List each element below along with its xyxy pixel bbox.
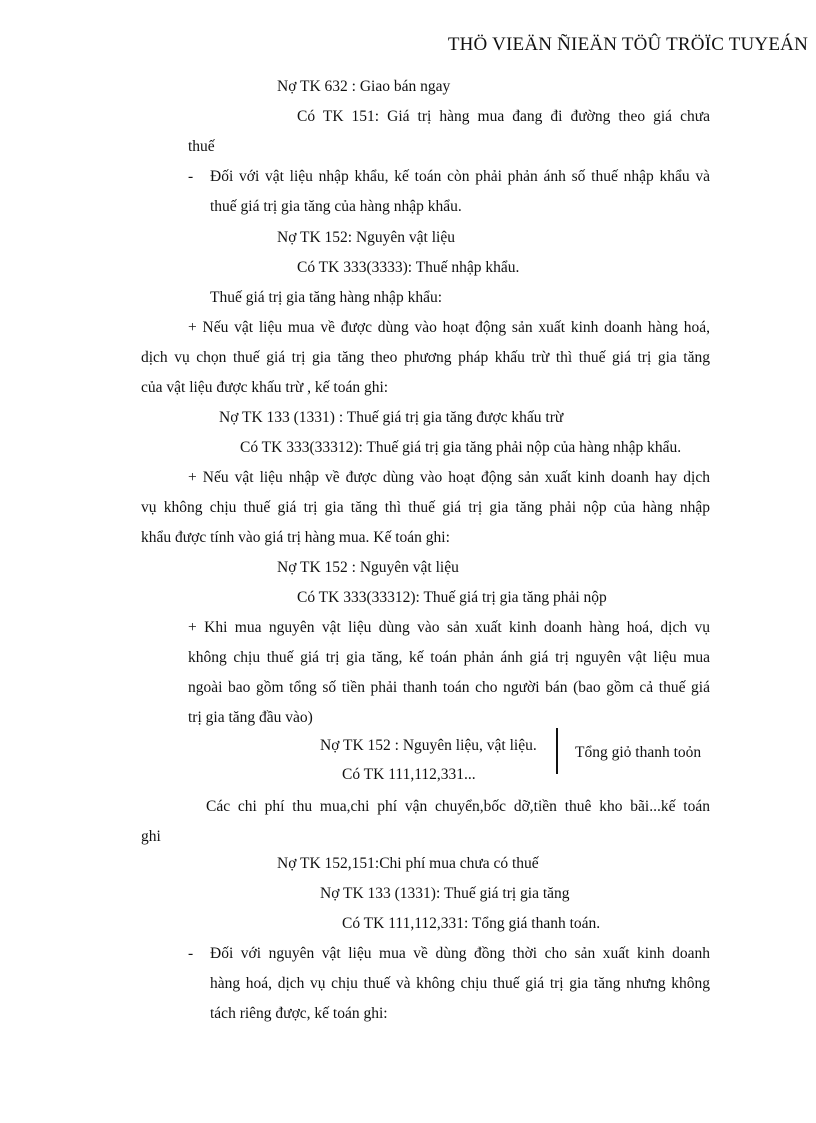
brace-note: Tổng giỏ thanh toỏn xyxy=(575,744,702,761)
entry-line: Có TK 333(33312): Thuế giá trị gia tăng phải nộp của hàng nhập khẩu. xyxy=(240,439,682,456)
paragraph-line: Các chi phí thu mua,chi phí vận chuyển,bốc dỡ,tiền thuê kho bãi...kế toán xyxy=(206,798,710,815)
entry-line: Nợ TK 632 : Giao bán ngay xyxy=(277,78,451,95)
entry-line: Có TK 111,112,331... xyxy=(342,766,476,783)
paragraph-line: khẩu được tính vào giá trị hàng mua. Kế toán ghi: xyxy=(141,529,450,546)
paragraph-line: thuế giá trị gia tăng của hàng nhập khẩu. xyxy=(210,198,462,215)
paragraph-line: Đối với nguyên vật liệu mua về dùng đồng thời cho sản xuất kinh doanh xyxy=(210,945,710,962)
paragraph-line: hàng hoá, dịch vụ chịu thuế và không chịu thuế giá trị gia tăng nhưng không xyxy=(210,975,710,992)
page-header: THÖ VIEÄN ÑIEÄN TÖÛ TRÖÏC TUYEÁN xyxy=(447,34,808,55)
entry-line: Có TK 333(3333): Thuế nhập khẩu. xyxy=(297,259,520,276)
paragraph-line: tách riêng được, kế toán ghi: xyxy=(210,1005,388,1022)
paragraph-line: dịch vụ chọn thuế giá trị gia tăng theo phương pháp khấu trừ thì thuế giá trị gia tăng xyxy=(141,349,710,366)
brace-divider xyxy=(556,728,558,774)
entry-line: Nợ TK 133 (1331) : Thuế giá trị gia tăng được khấu trừ xyxy=(219,409,564,426)
entry-line: Nợ TK 152 : Nguyên liệu, vật liệu. xyxy=(320,737,537,754)
entry-line: Có TK 333(33312): Thuế giá trị gia tăng phải nộp xyxy=(297,589,607,606)
entry-line: Nợ TK 152,151:Chi phí mua chưa có thuế xyxy=(277,855,539,872)
paragraph-line: vụ không chịu thuế giá trị gia tăng thì thuế giá trị gia tăng phải nộp của hàng nhập xyxy=(141,499,710,516)
text-line: thuế xyxy=(188,138,215,155)
paragraph-line: trị gia tăng đầu vào) xyxy=(188,709,313,726)
paragraph-line: ghi xyxy=(141,828,161,845)
paragraph-line: + Nếu vật liệu mua về được dùng vào hoạt động sản xuất kinh doanh hàng hoá, xyxy=(188,319,710,336)
paragraph-line: + Nếu vật liệu nhập về được dùng vào hoạt động sản xuất kinh doanh hay dịch xyxy=(188,469,710,486)
paragraph-line: không chịu thuế giá trị gia tăng, kế toán phản ánh giá trị nguyên vật liệu mua xyxy=(188,649,710,666)
bullet-dash: - xyxy=(188,945,194,962)
paragraph-line: + Khi mua nguyên vật liệu dùng vào sản xuất kinh doanh hàng hoá, dịch vụ xyxy=(188,619,710,636)
entry-line: Nợ TK 152 : Nguyên vật liệu xyxy=(277,559,459,576)
entry-line: Nợ TK 152: Nguyên vật liệu xyxy=(277,229,455,246)
entry-line: Có TK 111,112,331: Tổng giá thanh toán. xyxy=(342,915,601,932)
entry-line: Nợ TK 133 (1331): Thuế giá trị gia tăng xyxy=(320,885,570,902)
entry-line: Có TK 151: Giá trị hàng mua đang đi đường theo giá chưa xyxy=(297,108,710,125)
paragraph-line: ngoài bao gồm tổng số tiền phải thanh toán cho người bán (bao gồm cả thuế giá xyxy=(188,679,710,696)
paragraph-line: Đối với vật liệu nhập khẩu, kế toán còn phải phản ánh số thuế nhập khẩu và xyxy=(210,168,710,185)
paragraph-line: của vật liệu được khấu trừ , kế toán ghi: xyxy=(141,379,389,396)
bullet-dash: - xyxy=(188,168,194,185)
paragraph-line: Thuế giá trị gia tăng hàng nhập khẩu: xyxy=(210,289,443,306)
